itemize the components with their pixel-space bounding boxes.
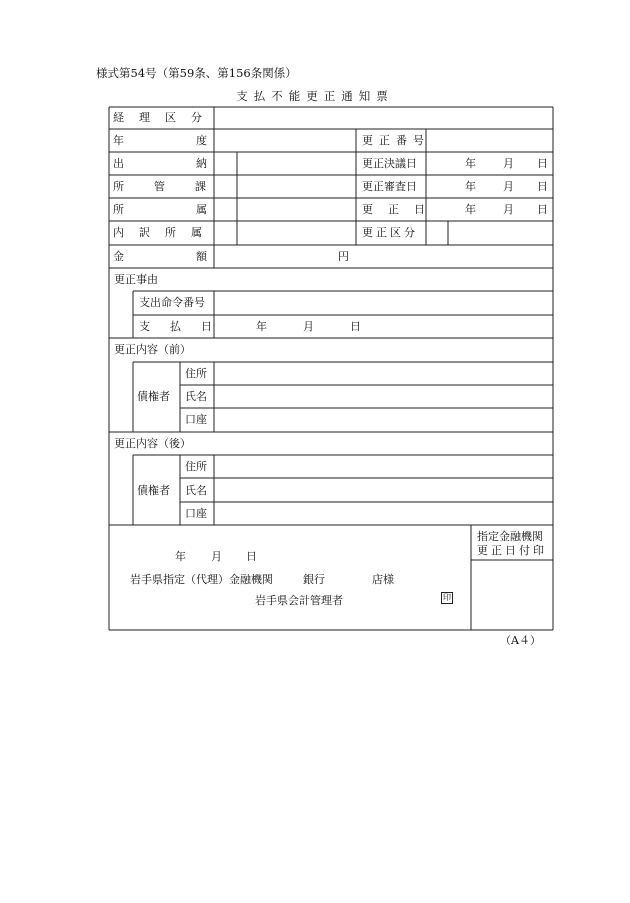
footer-bank-prefix: 岩手県指定（代理）金融機関 [130,573,273,586]
form-number: 様式第54号（第59条、第156条関係） [96,66,297,80]
stamp-box-line2 [477,544,547,558]
review-date-month: 月 [503,180,514,193]
label-department [113,180,236,194]
footer-date-year: 年 [175,550,186,563]
label-revision-category [362,226,418,240]
label-text: 更正区分 [362,226,418,239]
label-text: 所属 [113,203,279,216]
footer-branch: 店様 [372,573,394,586]
paper-size: （A４） [500,634,541,647]
footer-bank: 銀行 [303,573,325,586]
label-address-after: 住所 [185,460,207,473]
label-fiscal-year [113,134,279,148]
label-disbursement [113,157,279,171]
label-content-before: 更正内容（前） [114,343,191,356]
payment-date-year: 年 [256,320,267,333]
label-revision-resolution-date: 更正決議日 [362,157,417,170]
amount-unit: 円 [338,250,349,263]
revision-date-year: 年 [465,203,476,216]
form-title: 支払不能更正通知票 [236,89,394,103]
label-address-before: 住所 [185,367,207,380]
label-accounting-category [113,111,217,125]
resolution-date-year: 年 [465,157,476,170]
footer-date-month: 月 [211,550,222,563]
label-payment-order-number: 支出命令番号 [139,296,205,309]
label-affiliation [113,203,279,217]
label-account-after: 口座 [185,507,207,520]
label-text: 金額 [113,250,279,263]
seal-mark: 印 [443,593,451,602]
label-text: 更正日 [362,203,440,216]
label-text: 更正番号 [362,134,430,147]
payment-date-day: 日 [350,320,361,333]
label-name-before: 氏名 [185,390,207,403]
label-text: 年度 [113,134,279,147]
label-text: 内訳所属 [113,226,217,239]
label-revision-reason: 更正事由 [114,273,158,286]
label-account-before: 口座 [185,413,207,426]
payment-date-month: 月 [303,320,314,333]
label-revision-number [362,134,430,148]
label-payment-date [139,320,232,334]
stamp-box-line1: 指定金融機関 [477,530,543,543]
label-creditor-before: 債権者 [137,390,170,403]
label-content-after: 更正内容（後） [114,437,191,450]
label-text: 経理区分 [113,111,217,124]
label-amount [113,250,279,264]
resolution-date-day: 日 [537,157,548,170]
footer-treasurer: 岩手県会計管理者 [255,594,343,607]
label-revision-review-date: 更正審査日 [362,180,417,193]
resolution-date-month: 月 [503,157,514,170]
label-text: 支払日 [139,320,232,333]
label-creditor-after: 債権者 [137,484,170,497]
label-text: 更正日付印 [477,544,547,557]
revision-date-day: 日 [537,203,548,216]
label-breakdown-affiliation [113,226,217,240]
review-date-year: 年 [465,180,476,193]
label-text: 所管課 [113,180,236,193]
footer-date-day: 日 [246,550,257,563]
review-date-day: 日 [537,180,548,193]
revision-date-month: 月 [503,203,514,216]
label-text: 出納 [113,157,279,170]
label-name-after: 氏名 [185,484,207,497]
label-revision-date [362,203,440,217]
